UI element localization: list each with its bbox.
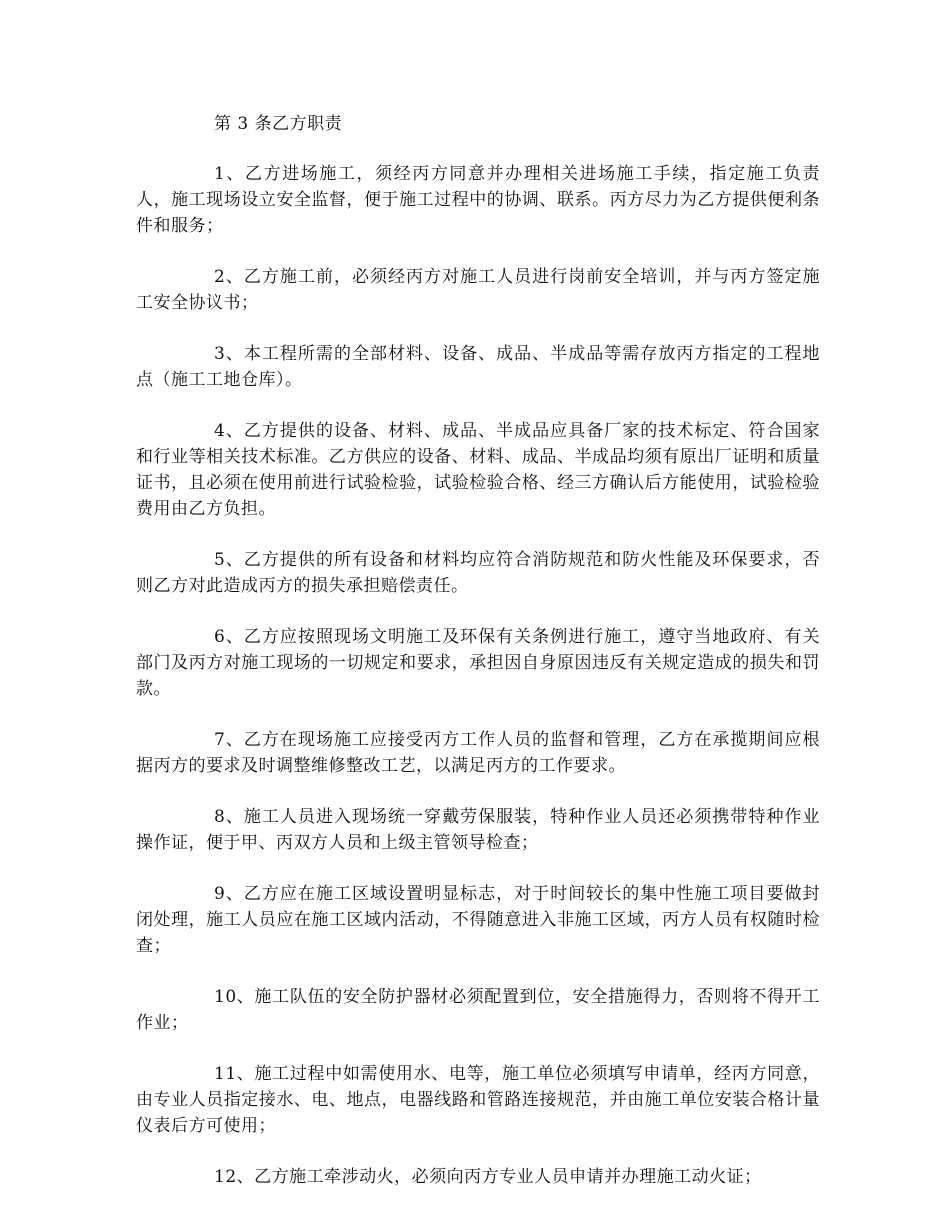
clause-3: 3、本工程所需的全部材料、设备、成品、半成品等需存放丙方指定的工程地点（施工工地仓库）。	[136, 344, 820, 390]
clause-7: 7、乙方在现场施工应接受丙方工作人员的监督和管理，乙方在承揽期间应根据丙方的要求及时调整维修整改工艺，以满足丙方的工作要求。	[136, 730, 820, 776]
clause-5: 5、乙方提供的所有设备和材料均应符合消防规范和防火性能及环保要求，否则乙方对此造成丙方的损失承担赔偿责任。	[136, 550, 820, 596]
clause-4: 4、乙方提供的设备、材料、成品、半成品应具备厂家的技术标定、符合国家和行业等相关技术标准。乙方供应的设备、材料、成品、半成品均须有原出厂证明和质量证书，且必须在使用前进行试验检验，试验检验合格、经三方确认后方能使用，试验检验费用由乙方负担。	[136, 421, 820, 519]
section-heading: 第 3 条乙方职责	[214, 114, 343, 134]
clause-1: 1、乙方进场施工，须经丙方同意并办理相关进场施工手续，指定施工负责人，施工现场设立安全监督，便于施工过程中的协调、联系。丙方尽力为乙方提供便利条件和服务；	[136, 164, 820, 236]
clause-6: 6、乙方应按照现场文明施工及环保有关条例进行施工，遵守当地政府、有关部门及丙方对施工现场的一切规定和要求，承担因自身原因违反有关规定造成的损失和罚款。	[136, 627, 820, 699]
clause-12: 12、乙方施工牵涉动火，必须向丙方专业人员申请并办理施工动火证；	[214, 1167, 762, 1187]
document-body	[136, 111, 820, 1215]
clause-2: 2、乙方施工前，必须经丙方对施工人员进行岗前安全培训，并与丙方签定施工安全协议书；	[136, 267, 820, 313]
clause-8: 8、施工人员进入现场统一穿戴劳保服装，特种作业人员还必须携带特种作业操作证，便于甲、丙双方人员和上级主管领导检查；	[136, 807, 820, 853]
clause-10: 10、施工队伍的安全防护器材必须配置到位，安全措施得力，否则将不得开工作业；	[136, 987, 820, 1033]
clause-11: 11、施工过程中如需使用水、电等，施工单位必须填写申请单，经丙方同意，由专业人员指定接水、电、地点，电器线路和管路连接规范，并由施工单位安装合格计量仪表后方可使用；	[136, 1064, 820, 1136]
clause-9: 9、乙方应在施工区域设置明显标志，对于时间较长的集中性施工项目要做封闭处理，施工人员应在施工区域内活动，不得随意进入非施工区域，丙方人员有权随时检查；	[136, 884, 820, 956]
